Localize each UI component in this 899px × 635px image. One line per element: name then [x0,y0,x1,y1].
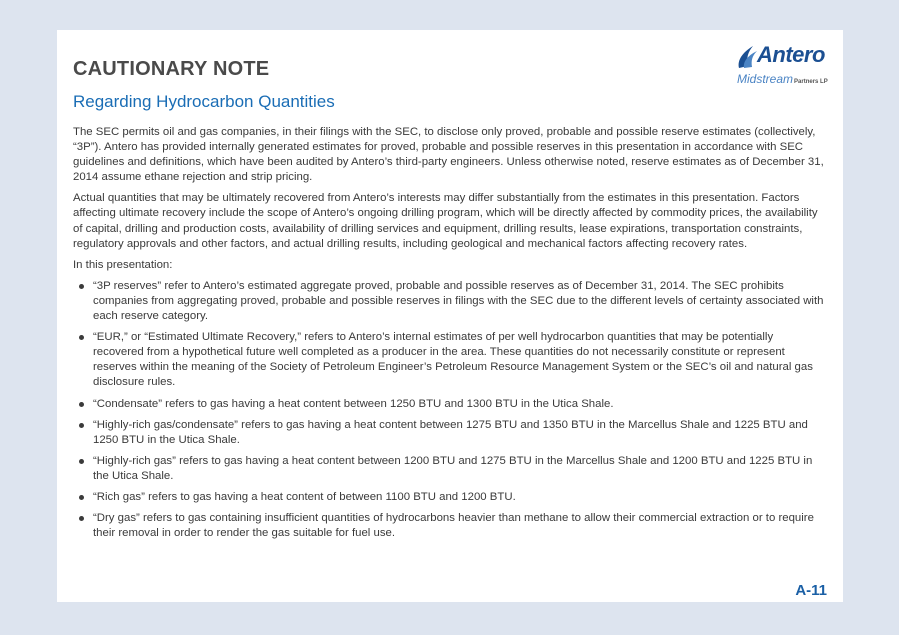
bullet-item [73,418,825,448]
bullet-item [73,454,825,484]
bullet-dot-icon [79,516,84,521]
paragraph: In this presentation: [73,258,173,271]
bullet-dot-icon [79,423,84,428]
bullet-dot-icon [79,495,84,500]
bullet-item [73,397,825,412]
body-content [73,125,825,547]
page-subtitle: Regarding Hydrocarbon Quantities [73,92,335,111]
bullet-text: “Condensate” refers to gas having a heat content between 1250 BTU and 1300 BTU in the Utica Shale. [93,397,614,410]
bullet-list [73,279,825,541]
paragraph: Actual quantities that may be ultimately recovered from Antero’s interests may differ substantially from the estimates in this presentation. Factors affecting ultimate recovery include the scope of Antero’s ongoing drilling program, which will be directly affected by commodity prices, the availability of capital, drilling and production costs, availability of drilling services and equipment, drilling results, lease expirations, transportation constraints, regulatory approvals and other factors, and actual drilling results, including geological and mechanical factors affecting recovery rates. [73,192,818,250]
logo-partners-text: Partners LP [794,79,828,85]
bullet-item [73,330,825,390]
bullet-item [73,279,825,324]
bullet-item [73,511,825,541]
bullet-text: “Highly-rich gas/condensate” refers to gas having a heat content between 1275 BTU and 1350 BTU in the Marcellus Shale and 1225 BTU and 1250 BTU in the Utica Shale. [93,418,808,446]
logo-midstream-text: Midstream [737,72,794,86]
bullet-item [73,490,825,505]
logo-subtitle [737,70,828,88]
bullet-dot-icon [79,402,84,407]
bullet-text: “3P reserves” refer to Antero’s estimated aggregate proved, probable and possible reserves as of December 31, 2014. The SEC prohibits companies from aggregating proved, probable and possible reserves in filings with the SEC due to the different levels of certainty associated with each reserve category. [93,279,824,323]
bullet-dot-icon [79,459,84,464]
bullet-dot-icon [79,335,84,340]
antero-logo [735,40,839,86]
slide [57,30,843,602]
bullet-text: “EUR,” or “Estimated Ultimate Recovery,” refers to Antero’s internal estimates of per well hydrocarbon quantities that may be potentially recovered from a hypothetical future well completed as a producer in the area. These quantities do not necessarily constitute or represent reserves within the meaning of the Society of Petroleum Engineer’s Petroleum Resource Management System or the SEC’s oil and natural gas disclosure rules. [93,331,813,389]
bullet-dot-icon [79,284,84,289]
bullet-text: “Dry gas” refers to gas containing insufficient quantities of hydrocarbons heavier than methane to allow their commercial extraction or to require their removal in order to render the gas suitable for fuel use. [93,512,814,540]
paragraph: The SEC permits oil and gas companies, in their filings with the SEC, to disclose only proved, probable and possible reserve estimates (collectively, “3P”). Antero has provided internally generated estimates for proved, probable and possible reserves in this presentation in accordance with SEC guidelines and definitions, which have been audited by Antero’s third-party engineers. Unless otherwise noted, reserve estimates as of December 31, 2014 assume ethane rejection and strip pricing. [73,126,824,184]
logo-brand-text: Antero [757,42,825,67]
bullet-text: “Highly-rich gas” refers to gas having a heat content between 1200 BTU and 1275 BTU in the Marcellus Shale and 1200 BTU and 1225 BTU in the Utica Shale. [93,454,813,482]
page-number: A-11 [795,582,827,599]
page-title: CAUTIONARY NOTE [73,58,270,80]
bullet-text: “Rich gas” refers to gas having a heat content of between 1100 BTU and 1200 BTU. [93,490,516,503]
